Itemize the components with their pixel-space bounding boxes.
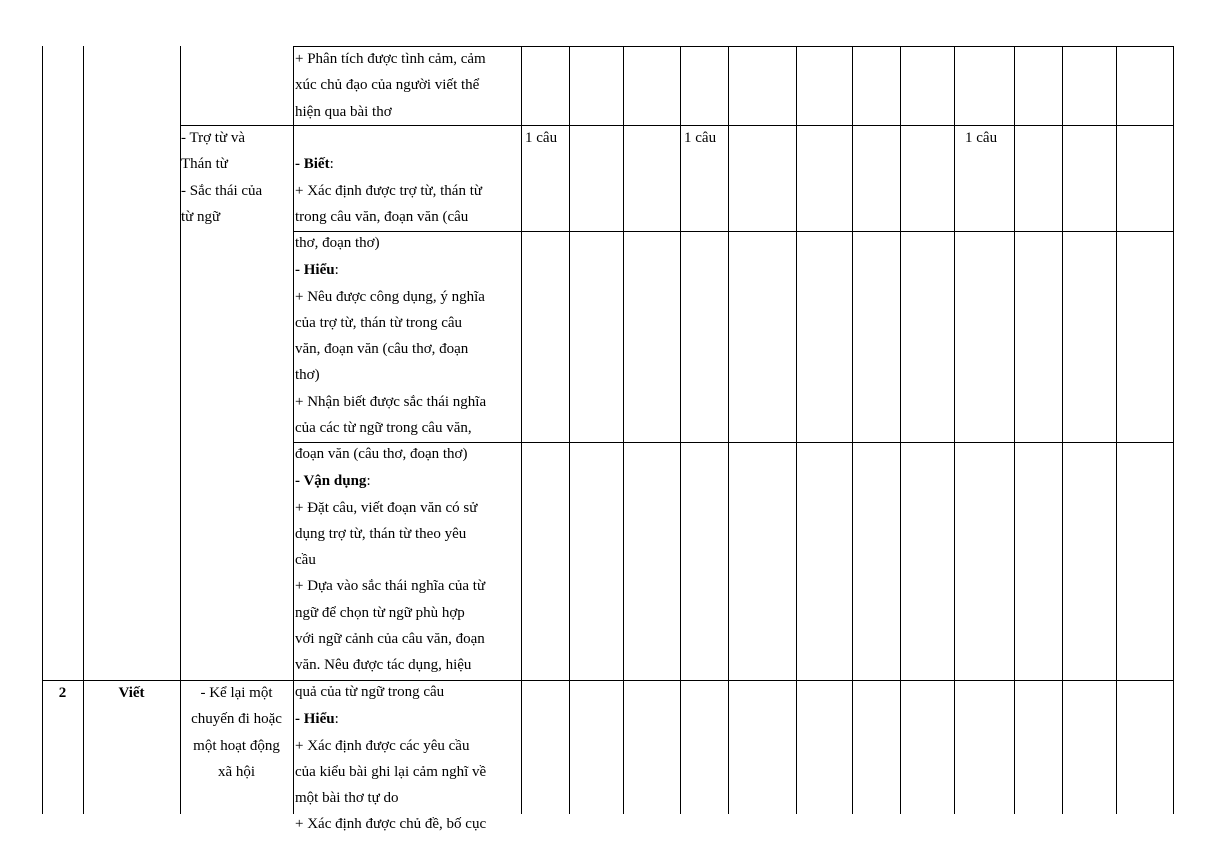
objective-van-dung-body: + Đặt câu, viết đoạn văn có sử dụng trợ từ, thán từ theo yêu cầu + Dựa vào sắc thái nghĩa của từ ngữ để chọn từ ngữ phù hợp với ngữ cảnh của câu văn, đoạn văn. Nêu được tác dụng, hiệu quả của từ ngữ trong câu bbox=[295, 499, 486, 700]
colon: : bbox=[334, 711, 339, 728]
level-label-van-dung: - Vận dụng bbox=[295, 473, 367, 490]
count-cell: 1 câu bbox=[965, 130, 998, 146]
content-ke-lai: - Kể lại một chuyến đi hoặc một hoạt động xã hội bbox=[191, 685, 282, 780]
colon: : bbox=[334, 262, 339, 279]
skill-name: Viết bbox=[118, 685, 145, 701]
objective-viet-hieu-body: + Xác định được các yêu cầu của kiểu bài ghi lại cảm nghĩ về một bài thơ tự do + Xác định được chủ đề, bố cục bbox=[295, 737, 487, 833]
level-label-hieu: - Hiểu bbox=[295, 262, 335, 279]
objective-biet-body: + Xác định được trợ từ, thán từ trong câu văn, đoạn văn (câu thơ, đoạn thơ) bbox=[295, 182, 483, 252]
objective-van-dung bbox=[295, 442, 521, 705]
row-number: 2 bbox=[58, 685, 67, 701]
objective-hieu bbox=[295, 231, 521, 468]
objective-viet-hieu bbox=[295, 680, 521, 838]
content-tro-tu-than-tu: - Trợ từ và Thán từ - Sắc thái của từ ngữ bbox=[181, 130, 263, 225]
colon: : bbox=[329, 156, 334, 173]
assessment-matrix-table bbox=[42, 46, 1174, 833]
level-label-hieu: - Hiểu bbox=[295, 711, 335, 728]
objective-hieu-body: + Nêu được công dụng, ý nghĩa của trợ từ, thán từ trong câu văn, đoạn văn (câu thơ, đoạn thơ) + Nhận biết được sắc thái nghĩa của các từ ngữ trong câu văn, đoạn văn (câu thơ, đoạn thơ) bbox=[295, 288, 487, 463]
count-cell: 1 câu bbox=[525, 130, 558, 146]
colon: : bbox=[366, 473, 371, 490]
count-cell: 1 câu bbox=[684, 130, 717, 146]
level-label-biet: - Biết bbox=[295, 156, 330, 173]
objective-analysis-text: + Phân tích được tình cảm, cảm xúc chủ đạo của người viết thể hiện qua bài thơ bbox=[295, 51, 486, 120]
